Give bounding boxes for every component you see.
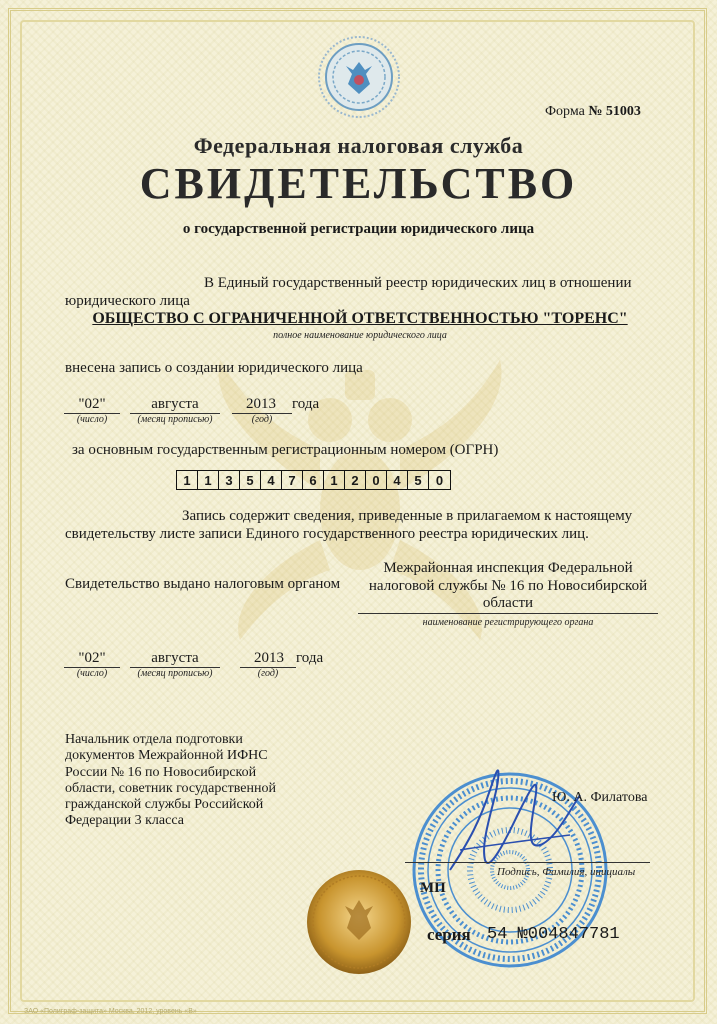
- ogrn-digit: 0: [366, 471, 387, 489]
- date1-year-caption: (год): [251, 414, 273, 425]
- issuer-line-1: Межрайонная инспекция Федеральной: [383, 560, 633, 576]
- form-label: Форма: [545, 104, 585, 119]
- date1-day: "02": [78, 396, 106, 412]
- record-text: внесена запись о создании юридического лица: [65, 360, 363, 376]
- date2-year-caption: (год): [257, 668, 279, 679]
- record-contents-line-2: свидетельству листе записи Единого государственного реестра юридических лиц.: [65, 526, 589, 542]
- date2-day-caption: (число): [76, 668, 108, 679]
- ogrn-digit: 6: [303, 471, 324, 489]
- ogrn-digit: 1: [198, 471, 219, 489]
- signature-caption: Подпись, Фамилия, инициалы: [497, 866, 636, 878]
- issued-by-text: Свидетельство выдано налоговым органом: [65, 576, 341, 592]
- date2-month: августа: [151, 650, 199, 666]
- ogrn-digit: 4: [387, 471, 408, 489]
- ogrn-digit: 7: [282, 471, 303, 489]
- issuer-line-3: области: [482, 595, 534, 611]
- ogrn-digit: 5: [408, 471, 429, 489]
- signer-name: Ю. А. Филатова: [552, 790, 648, 805]
- signature-underline: [405, 862, 650, 863]
- date1-month: августа: [151, 396, 199, 412]
- form-number: [545, 104, 641, 120]
- intro-line-2: юридического лица: [65, 293, 190, 309]
- entity-name: ОБЩЕСТВО С ОГРАНИЧЕННОЙ ОТВЕТСТВЕННОСТЬЮ "ТОРЕНС": [92, 310, 628, 327]
- ogrn-digit: 3: [219, 471, 240, 489]
- date1-day-caption: (число): [76, 414, 108, 425]
- date1-year: 2013: [246, 396, 276, 412]
- date2-year-suffix: года: [296, 650, 324, 666]
- form-number-value: № 51003: [588, 104, 641, 119]
- ogrn-digit: 2: [345, 471, 366, 489]
- issuer-caption: наименование регистрирующего органа: [422, 617, 594, 628]
- printer-note: ЗАО «Полиграф-защита» Москва, 2012, уровень «В»: [24, 1008, 197, 1015]
- issuer-line-2: налоговой службы № 16 по Новосибирской: [368, 578, 648, 594]
- ogrn-text: за основным государственным регистрационным номером (ОГРН): [72, 442, 499, 458]
- date2-day: "02": [78, 650, 106, 666]
- date1-year-suffix: года: [292, 396, 320, 412]
- gold-seal-icon: [305, 868, 413, 976]
- ogrn-digit: 1: [324, 471, 345, 489]
- signer-position: Начальник отдела подготовки документов Межрайонной ИФНС России № 16 по Новосибирской области, советник государственной гражданской службы Российской Федерации 3 класса: [65, 732, 276, 829]
- date1-month-caption: (месяц прописью): [137, 414, 213, 425]
- date2-year: 2013: [254, 650, 284, 666]
- emblem-icon: [318, 36, 400, 118]
- agency-name: Федеральная налоговая служба: [193, 133, 524, 158]
- ogrn-digit: 4: [261, 471, 282, 489]
- ogrn-digit: 1: [177, 471, 198, 489]
- ogrn-digit: 0: [435, 472, 444, 488]
- entity-name-caption: полное наименование юридического лица: [273, 330, 447, 341]
- series-number: 54 №004847781: [487, 925, 620, 944]
- mp-label: МП: [420, 880, 446, 896]
- series-label: серия: [427, 925, 471, 944]
- certificate-title: СВИДЕТЕЛЬСТВО: [139, 159, 578, 208]
- date2-month-caption: (месяц прописью): [137, 668, 213, 679]
- ogrn-digit: 5: [240, 471, 261, 489]
- ogrn-number-grid: [176, 470, 451, 490]
- certificate-subtitle: о государственной регистрации юридического лица: [182, 221, 535, 237]
- record-contents-line-1: Запись содержит сведения, приведенные в прилагаемом к настоящему: [182, 508, 633, 524]
- eagle-watermark-icon: [190, 340, 530, 660]
- intro-line-1: В Единый государственный реестр юридических лиц в отношении: [204, 275, 632, 291]
- issuer-underline: [358, 613, 658, 614]
